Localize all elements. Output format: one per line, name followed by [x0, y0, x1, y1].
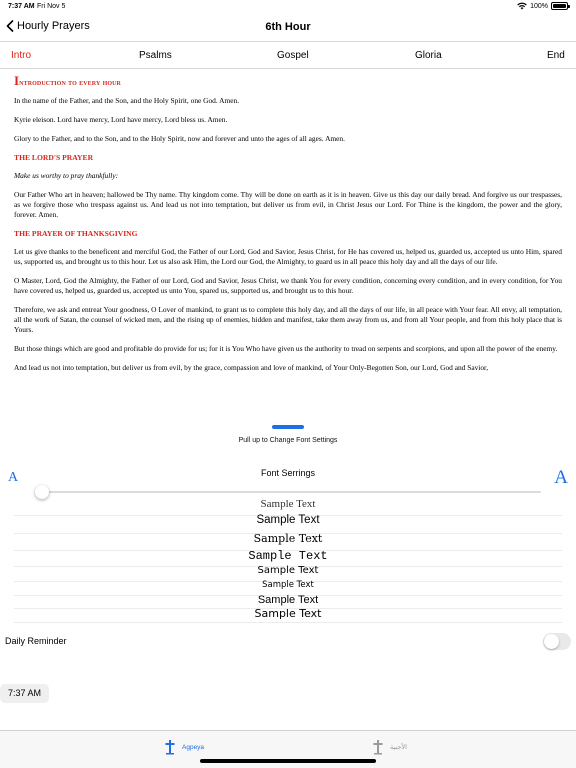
paragraph: But those things which are good and profitable do provide for us; for it is You Who have given us the authority to tread on serpents and scorpions, and upon all the power of the enemy.	[14, 344, 558, 353]
status-right	[517, 2, 568, 10]
paragraph: And lead us not into temptation, but deliver us from evil, by the grace, compassion and love of mankind, of Your Only-Begotten Son, our Lord, God and Savior,	[14, 363, 489, 372]
large-font-icon: A	[554, 467, 568, 488]
home-indicator	[200, 759, 376, 763]
thanksgiving-heading: THE PRAYER OF THANKSGIVING	[14, 229, 138, 238]
font-option-compact[interactable]: Sample Text	[14, 582, 562, 596]
chevron-left-icon	[6, 20, 14, 32]
font-option-narrow[interactable]: Sample Text	[14, 596, 562, 609]
font-option-serif-light[interactable]: Sample Text	[14, 500, 562, 516]
navigation-bar	[0, 14, 576, 42]
paragraph: Our Father Who art in heaven; hallowed be Thy name. Thy kingdom come. Thy will be done on earth as it is in heaven. Give us this day our daily bread. And forgive us our trespasses, as we forgive those who trespass against us. And lead us not into temptation, but deliver us from evil, in Christ Jesus our Lord. For Thine is the kingdom, the power and the glory, forever. Amen.	[14, 190, 562, 219]
tab-gospel[interactable]: Gospel	[277, 50, 309, 61]
font-option-sans[interactable]: Sample Text	[14, 516, 562, 534]
tab-intro[interactable]: Intro	[11, 50, 32, 61]
wifi-icon	[517, 2, 527, 10]
status-bar	[0, 0, 576, 14]
reminder-time-picker[interactable]: 7:37 AM	[0, 684, 49, 703]
status-date: Fri Nov 5	[37, 3, 66, 10]
paragraph: Therefore, we ask and entreat Your goodness, O Lover of mankind, to grant us to complete this holy day, and all the days of our life, in all peace with Your fear. All envy, all temptation, all the work of Satan, the counsel of wicked men, and the rising up of enemies, hidden and manifest, take them away from us, and from all Your people, and from this holy place that is Yours.	[14, 305, 562, 334]
font-option-mono[interactable]: Sample Text	[14, 551, 562, 567]
font-size-slider-row	[8, 469, 568, 491]
paragraph: O Master, Lord, God the Almighty, the Father of our Lord, God and Savior, Jesus Christ, we thank You for every condition, concerning every condition, and in every condition, for You have covered us, helped us, guarded us, accepted us unto You, spared us, supported us, and brought us to this hour.	[14, 276, 562, 295]
font-sample-list	[14, 500, 562, 623]
font-option-serif[interactable]: Sample Text	[14, 534, 562, 551]
tab-end[interactable]: End	[547, 50, 565, 61]
small-font-icon: A	[8, 470, 19, 485]
lords-prayer-heading: THE LORD'S PRAYER	[14, 153, 94, 162]
font-option-rounded[interactable]: Sample Text	[14, 567, 562, 582]
font-settings-sheet	[0, 428, 576, 768]
font-size-slider-thumb[interactable]	[35, 485, 49, 499]
tab-arabic-agpeya[interactable]	[372, 739, 407, 755]
battery-icon	[551, 2, 568, 10]
daily-reminder-toggle[interactable]	[543, 633, 571, 650]
toggle-knob	[544, 634, 559, 649]
font-size-slider[interactable]	[35, 491, 541, 493]
tab-agpeya-label: Agpeya	[182, 743, 205, 751]
tab-psalms[interactable]: Psalms	[139, 50, 172, 61]
status-time: 7:37 AM	[8, 3, 35, 10]
tab-agpeya[interactable]	[164, 739, 204, 755]
page-title: 6th Hour	[265, 21, 311, 33]
prayer-content[interactable]	[14, 76, 562, 428]
font-settings-title: Font Serrings	[260, 468, 316, 478]
section-tabs	[0, 43, 576, 69]
paragraph: Let us give thanks to the beneficent and merciful God, the Father of our Lord, God and Savior, Jesus Christ, for He has covered us, helped us, guarded us, accepted us unto Him, spared us, supported us, and brought us to this hour. Let us also ask Him, the Lord our God, the Almighty, to guard us in all peace this holy day and all the days of our life.	[14, 247, 562, 266]
tab-gloria[interactable]: Gloria	[415, 50, 442, 61]
paragraph: In the name of the Father, and the Son, and the Holy Spirit, one God. Amen.	[14, 96, 240, 105]
cross-icon	[164, 739, 176, 755]
intro-heading: Introduction to every hour	[14, 76, 121, 88]
paragraph: Make us worthy to pray thankfully:	[14, 171, 119, 180]
battery-percent: 100%	[530, 2, 548, 10]
back-label: Hourly Prayers	[17, 20, 90, 32]
paragraph: Kyrie eleison. Lord have mercy, Lord have mercy, Lord bless us. Amen.	[14, 115, 228, 124]
cross-icon	[372, 739, 384, 755]
tab-arabic-label: الأجبية	[390, 744, 407, 751]
sheet-drag-handle[interactable]	[272, 425, 304, 429]
pull-up-label: Pull up to Change Font Settings	[238, 437, 338, 444]
paragraph: Glory to the Father, and to the Son, and to the Holy Spirit, now and forever and unto the ages of all ages. Amen.	[14, 134, 345, 143]
font-option-default[interactable]: Sample Text	[14, 609, 562, 623]
back-button[interactable]	[6, 20, 90, 32]
daily-reminder-label: Daily Reminder	[5, 636, 67, 646]
